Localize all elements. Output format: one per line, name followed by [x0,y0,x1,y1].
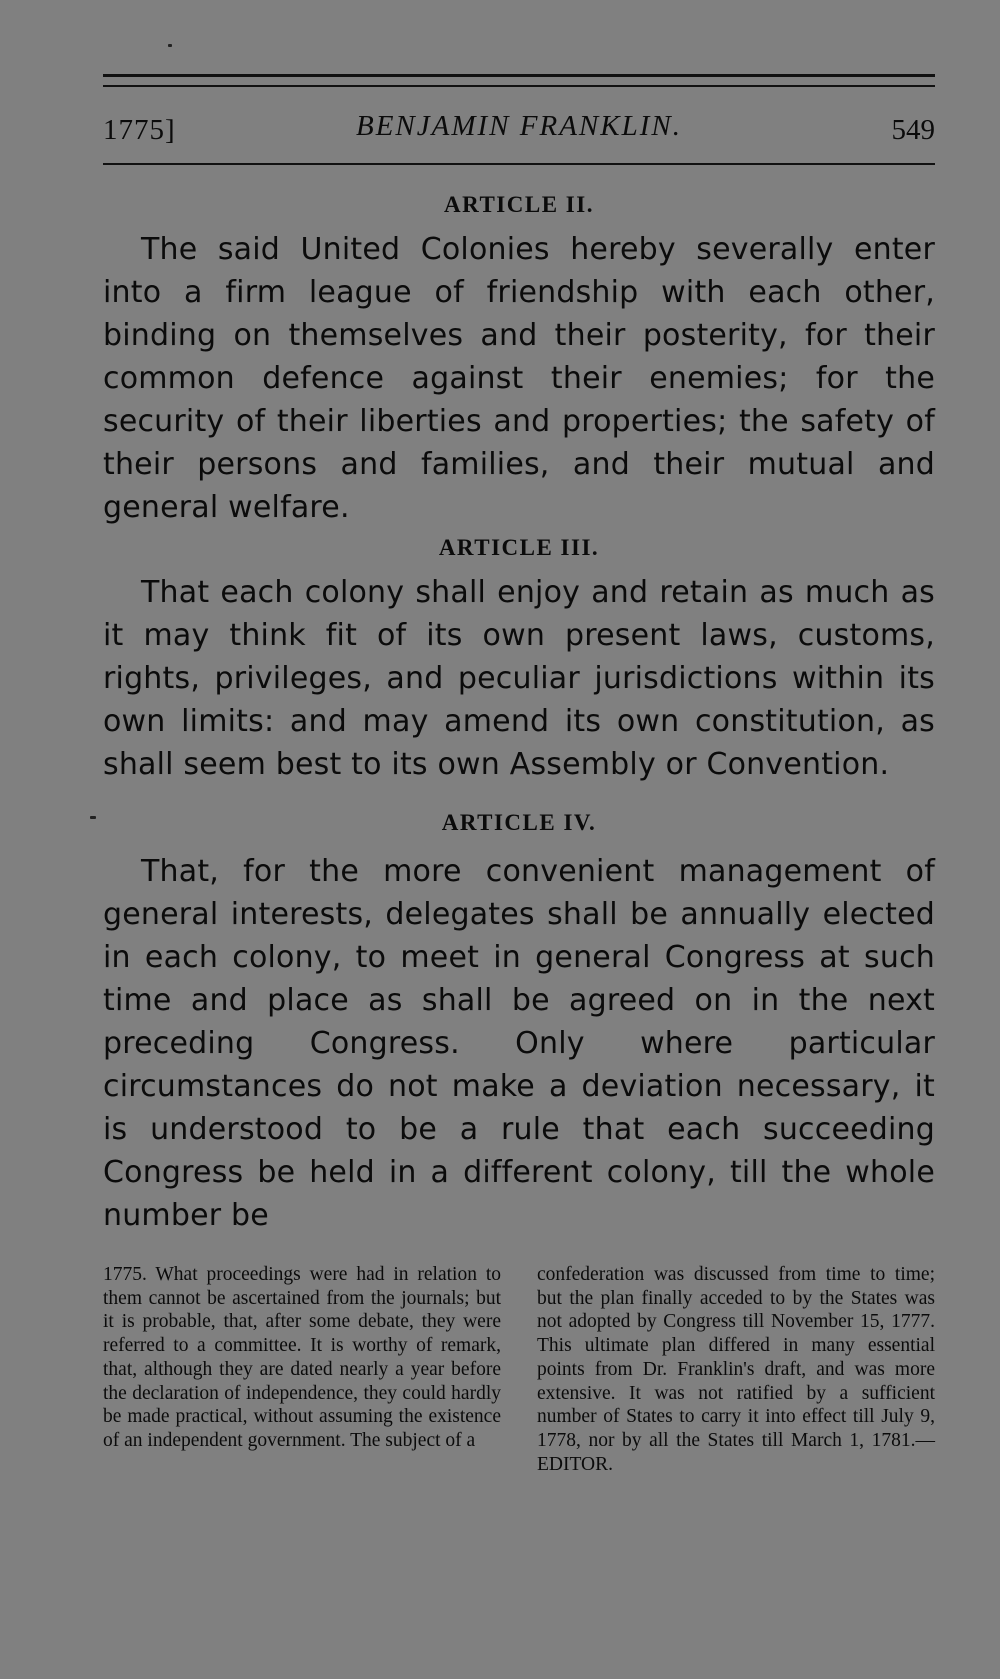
running-header [103,110,935,150]
header-title: BENJAMIN FRANKLIN. [356,110,682,142]
footnote-right: confederation was discussed from time to time; but the plan finally acceded to by the States was not adopted by Congress till November 15, 1777. This ultimate plan differed in many essential points from Dr. Franklin's draft, and was more extensive. It was not ratified by a sufficient number of States to carry it into effect till July 9, 1778, nor by all the States till March 1, 1781.—EDITOR. [537,1264,935,1475]
article-heading: ARTICLE III. [438,535,600,560]
header-top-rule [103,74,935,77]
page-body [103,192,935,1237]
header-top-rule-thin [103,85,935,87]
footnotes [103,1263,935,1476]
article-heading: ARTICLE II. [444,192,594,217]
header-bottom-rule [103,163,935,165]
article-text: That, for the more convenient management of general interests, delegates shall be annually elected in each colony, to meet in general Congress at such time and place as shall be agreed on in the next preceding Congress. Only where particular circumstances do not make a deviation necessary, it is understood to be a rule that each succeeding Congress be held in a different colony, till the whole number be [103,854,935,1233]
header-year: 1775] [103,114,176,146]
speck [90,816,96,819]
speck [168,44,172,47]
page-number: 549 [891,114,935,146]
article-text: The said United Colonies hereby severally enter into a firm league of friendship with each other, binding on themselves and their posterity, for their common defence against their enemies; for the security of their liberties and properties; the safety of their persons and families, and their mutual and general welfare. [103,232,935,525]
article-text: That each colony shall enjoy and retain as much as it may think fit of its own present laws, customs, rights, privileges, and peculiar jurisdictions within its own limits: and may amend its own constitution, as shall seem best to its own Assembly or Convention. [103,575,935,782]
footnote-left: 1775. What proceedings were had in relation to them cannot be ascertained from the journals; but it is probable, that, after some debate, they were referred to a committee. It is worthy of remark, that, although they are dated nearly a year before the declaration of independence, they could hardly be made practical, without assuming the existence of an independent government. The subject of a [103,1264,501,1451]
article-heading: ARTICLE IV. [441,810,597,835]
